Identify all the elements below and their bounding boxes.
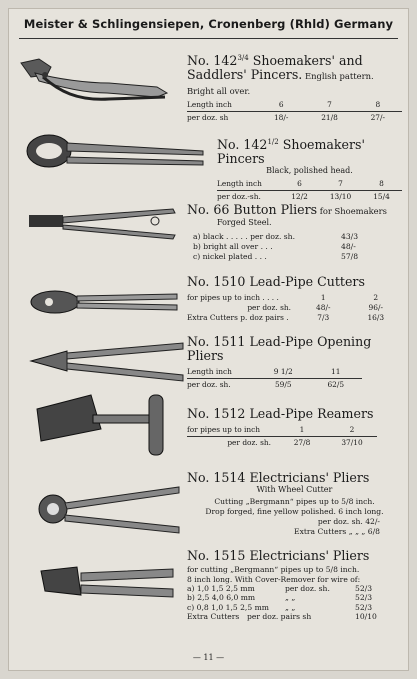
electricians-pliers-cover-remover-illustration — [37, 561, 177, 601]
item-title: No. 66 Button Pliers for Shoemakers — [187, 202, 387, 217]
item-1511 — [187, 335, 402, 390]
item-title: No. 1515 Electricians' Pliers — [187, 548, 370, 563]
item-1515 — [187, 549, 402, 621]
item-title: No. 1511 Lead-Pipe Opening Pliers — [187, 334, 372, 363]
item-title: No. $142^{1/2}$ Shoemakers' Pincers — [217, 137, 365, 167]
price-table: Length inch 6 7 8 per doz. sh 18/- 21/8 27/- — [187, 100, 402, 123]
item-subtitle: Black, polished head. — [266, 166, 353, 176]
item-title: No. 1510 Lead-Pipe Cutters — [187, 274, 365, 289]
item-142-3-4 — [187, 51, 402, 123]
item-1512 — [187, 407, 402, 448]
lead-pipe-cutters-illustration — [27, 287, 185, 317]
item-142-1-2 — [217, 135, 402, 202]
lead-pipe-reamers-illustration — [31, 389, 181, 459]
item-1514 — [187, 471, 402, 537]
price-table: for pipes up to inch . . . . 1 2 per doz. sh. 48/- 96/- Extra Cutters p. doz pairs . 7/3 16/3 — [187, 293, 385, 322]
price-table: Length inch 6 7 8 per doz.-sh. 12/2 13/10 15/4 — [217, 179, 402, 202]
electricians-pliers-wheel-cutter-illustration — [33, 479, 183, 535]
button-pliers-illustration — [23, 205, 183, 241]
variant-list: a) 1,0 1,5 2,5 mm per doz. sh. 52/3 b) 2,5 4,0 6,0 mm „ „ 52/3 c) 0,8 1,0 1,5 2,5 mm „ „ 52/3 Extra Cutters per doz. pairs sh 10/10 — [187, 584, 377, 621]
item-title: No. 1514 Electricians' Pliers — [187, 470, 370, 485]
header-divider — [19, 38, 398, 39]
item-description: for cutting „Bergmann“ pipes up to 5/8 inch. 8 inch long. With Cover-Remover for wire of: — [187, 565, 361, 584]
variant-list: a) black . . . . . per doz. sh. 43/3 b) bright all over . . . 48/- c) nickel plated . . . 57/8 — [193, 232, 359, 262]
shoemakers-saddlers-pincers-illustration — [17, 53, 177, 107]
item-title: No. 1512 Lead-Pipe Reamers — [187, 406, 374, 421]
lead-pipe-opening-pliers-illustration — [27, 337, 187, 385]
item-1510 — [187, 275, 402, 323]
item-title: No. $142^{3/4}$ Shoemakers' and Saddlers' Pincers. English pattern. Bright all over. — [187, 53, 374, 97]
price-table: Length inch 9 1/2 11 per doz. sh. 59/5 62/5 — [187, 367, 362, 390]
item-subtitle: Forged Steel. — [217, 218, 272, 227]
page-number: — 11 — — [192, 653, 225, 662]
catalog-page — [8, 8, 409, 671]
item-subtitle: With Wheel Cutter — [256, 485, 333, 494]
item-description: Cutting „Bergmann“ pipes up to 5/8 inch. Drop forged, fine yellow polished. 6 inch long. per doz. sh. 42/- Extra Cutters „ „ „ 6/8 — [205, 497, 384, 537]
shoemakers-pincers-illustration — [23, 127, 213, 175]
page-header: Meister & Schlingensiepen, Cronenberg (Rhld) Germany — [23, 17, 394, 31]
price-table: for pipes up to inch 1 2 per doz. sh. 27/8 37/10 — [187, 425, 377, 448]
item-66 — [187, 203, 402, 262]
